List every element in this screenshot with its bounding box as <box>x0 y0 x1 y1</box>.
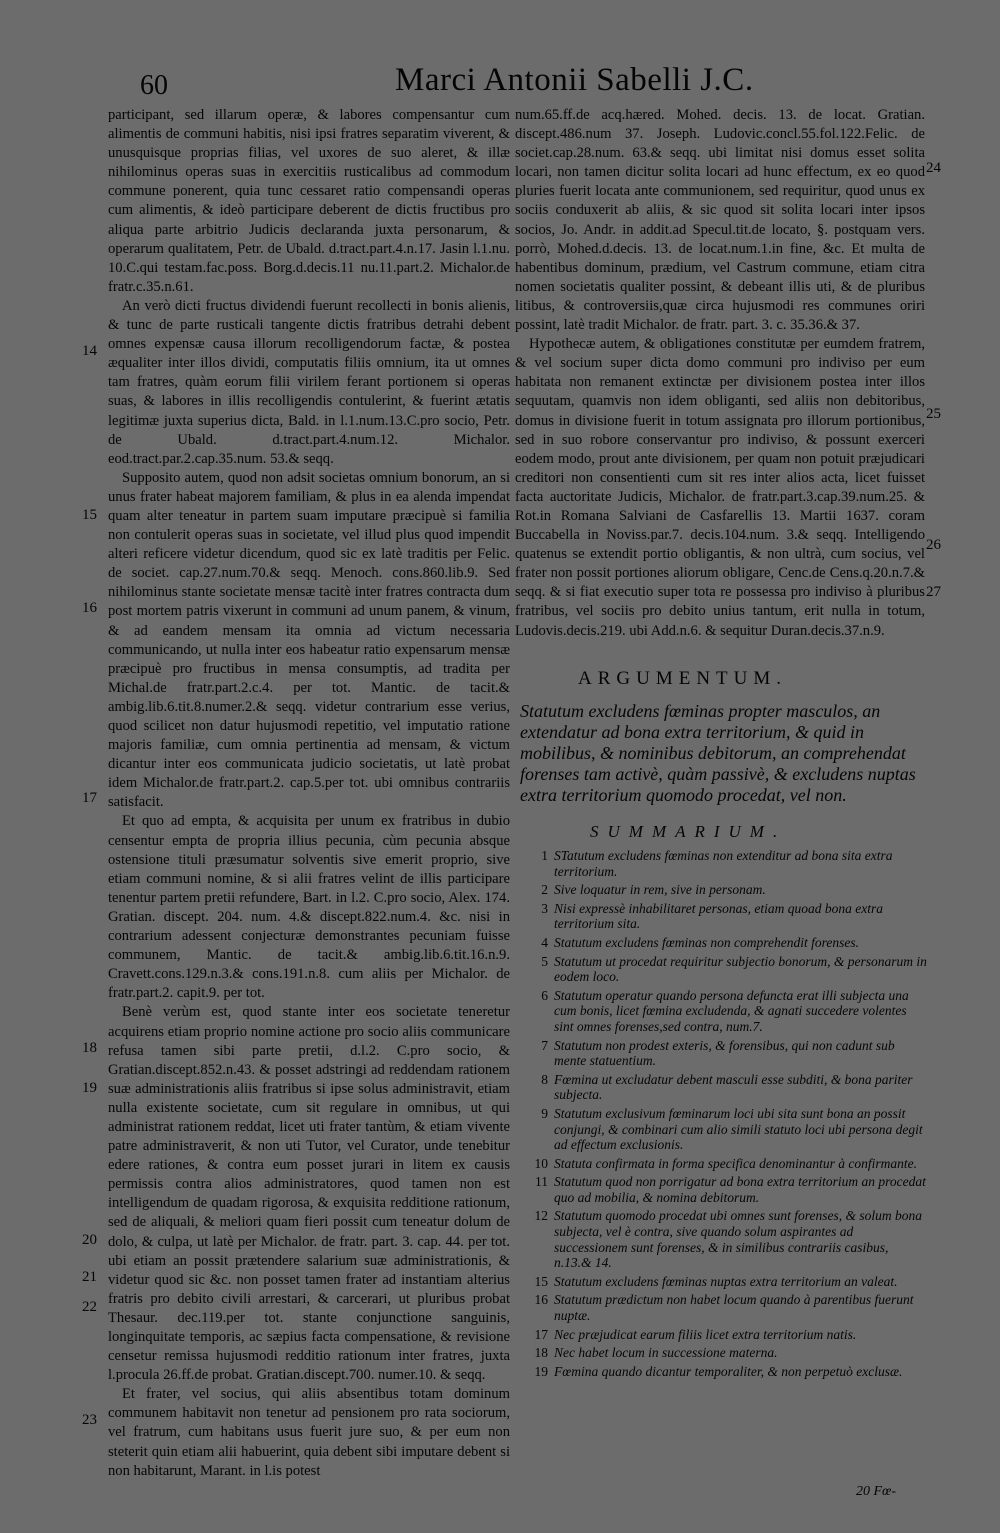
paragraph: participant, sed illarum operæ, & labores compensantur cum alimentis de communi habitis, nisi ipsi fratres separatim viverent, & unusquisque proprias filias, vel uxores de suo aleret, & illæ nihilominus operas suas in exercitiis rusticalibus ad commodum commune ponerent, quia tunc cessaret ratio compensandi operas cum alimentis, & ideò participare deberent de dictis fructibus pro aliqua parte arbitrio Judicis declaranda juxta personarum, & operarum qualitatem, Petr. de Ubald. d.tract.part.4.n.17. Jasin l.1.nu. 10.C.qui testam.fac.poss. Borg.d.decis.11 nu.11.part.2. Michalor.de fratr.c.35.n.61. <box>108 107 510 295</box>
margin-number: 16 <box>82 600 97 616</box>
argumentum-text: Statutum excludens fœminas propter masculos, an extendatur ad bona extra territorium, & quid in mobilibus, & nominibus debitorum, an comprehendat forenses tam activè, quàm passivè, & excludens nuptas extra territorium quomodo procedat, vel non. <box>520 701 916 805</box>
item-number: 19 <box>534 1363 548 1379</box>
item-number: 1 <box>541 848 548 863</box>
left-column <box>108 106 510 1481</box>
argumentum-title: ARGUMENTUM. <box>578 668 788 689</box>
paragraph: num.65.ff.de acq.hæred. Mohed. decis. 13. de locat. Gratian. discept.486.num 37. Joseph. Ludovic.concl.55.fol.122.Felic. de societ.cap.28.num. 63.& seqq. ubi limitat nisi domus esset solita locari, non tamen dicitur solita locari ad hunc effectum, ex eo quod pluries fuerit locata ante communionem, sed requiritur, quod unus ex sociis conduxerit ab aliis, & sic quod sit solita locari inter ipsos socios, Jo. Andr. in addit.ad Specul.tit.de locato, §. postquam vers. porrò, Mohed.d.decis. 13. de locat.num.1.in fine, &c. Et multa de habentibus dominum, prædium, vel Castrum commune, etiam citra nomen societatis qualiter possint, & debeant illis uti, & de pluribus litibus, & controversiis,quæ circa hujusmodi res communes oriri possint, latè tradit Michalor. de fratr. part. 3. c. 35.36.& 37. <box>515 107 925 334</box>
item-number: 9 <box>541 1105 548 1121</box>
margin-number: 20 <box>82 1232 97 1248</box>
item-text: Statutum quod non porrigatur ad bona extra territorium an procedat quo ad mobilia, & nomina debitorum. <box>554 1174 926 1205</box>
item-number: 15 <box>534 1273 548 1289</box>
item-text: Fœmina ut excludatur debent masculi esse subditi, & bona pariter subjecta. <box>554 1071 913 1103</box>
item-number: 18 <box>534 1345 548 1361</box>
paragraph: Hypothecæ autem, & obligationes constitutæ per eumdem fratrem, & vel socium super dicta domo communi pro indiviso per eum habitata non remanent extinctæ per divisionem postea inter illos sequutam, quamvis non idem obliganti, sed aliis non debitoribus, domus in divisione fuerit in totum assignata pro illorum portionibus, sed in suo robore conservantur pro indiviso, & possunt exerceri eodem modo, prout ante divisionem, per quam non potuit præjudicari creditori non consentienti cum sit res inter alios acta, licet fuisset facta auctoritate Judicis, Michalor. de fratr.part.3.cap.39.num.25. & Rot.in Romana Salviani de Casfarellis 13. Martii 1637. coram Buccabella in Noviss.par.7. decis.104.num. 3.& seqq. Intelligendo quatenus se extendit portio obligantis, & non ultrà, cum socius, vel frater non possit portiones aliorum obligare, Cenc.de Cens.q.20.n.7.& seqq. & si fiat executio super tota re possessa pro indiviso à pluribus fratribus, vel sociis pro debito unius tantum, erit nulla in totum, Ludovis.decis.219. ubi Add.n.6. & sequitur Duran.decis.37.n.9. <box>515 336 925 639</box>
item-number: 11 <box>535 1174 548 1190</box>
summarium-title: SUMMARIUM. <box>590 822 787 841</box>
list-item <box>528 1072 928 1103</box>
item-text: STatutum excludens fœminas non extenditur ad bona sita extra territorium. <box>554 848 893 879</box>
list-item <box>528 954 928 985</box>
running-title: Marci Antonii Sabelli J.C. <box>395 62 754 98</box>
list-item <box>528 1274 928 1290</box>
right-column <box>515 106 925 641</box>
item-number: 7 <box>541 1037 548 1053</box>
list-item <box>528 935 928 951</box>
paragraph: Et frater, vel socius, qui aliis absentibus totam dominum communem habitavit non tenetur ad pensionem pro rata sociorum, vel fratrum, cum habitans usus fuerit jure suo, & per eum non steterit quin etiam alii habuerint, quia debent sibi imputare debent si non habitarunt, Marant. in l.is potest <box>108 1386 510 1479</box>
list-item <box>528 882 928 898</box>
item-text: Nec præjudicat earum filiis licet extra territorium natis. <box>554 1326 857 1342</box>
item-number: 4 <box>541 934 548 950</box>
margin-number: 14 <box>82 343 97 359</box>
margin-number: 23 <box>82 1412 97 1428</box>
item-text: Sive loquatur in rem, sive in personam. <box>554 882 766 898</box>
list-item <box>528 1106 928 1153</box>
item-text: Nec habet locum in successione materna. <box>554 1345 778 1361</box>
item-text: Statutum operatur quando persona defuncta erat illi subjecta una cum bonis, licet fœmina excludenda, & agnati succedere volentes sint omnes forenses,sed contra, num.7. <box>554 987 909 1034</box>
list-item <box>528 848 928 879</box>
item-text: Statutum exclusivum fœminarum loci ubi sita sunt bona an possit conjungi, & combinari cum alio simili statuto loci ubi persona degit ad effectum exclusionis. <box>554 1105 923 1153</box>
paragraph: Benè verùm est, quod stante inter eos societate teneretur acquirens etiam proprio nomine actione pro socio aliis communicare refusa tamen sibi parte pretii, d.l.2. C.pro socio, & Gratian.discept.852.n.43. & posset adstringi ad reddendam rationem suæ administrationis aliis fratribus si ipse solus administravit, etiam nulla existente societate, cum sit regulare in omnibus, ut qui administrat rationem reddat, licet uti frater tantùm, & etiam vivente patre administraverit, & non uti Tutor, vel Curator, unde tenebitur edere rationes, & contra eum posset jurari in litem ex causis permissis contra alios administratores, quod tamen non est intelligendum de quadam rigorosa, & exquisita redditione rationum, sed de aliquali, & meliori quam fieri possit cum teneatur dolum de dolo, & culpa, ut latè per Michalor. de fratr. part. 3. cap. 44. per tot. ubi etiam an possit prætendere salarium suæ administrationis, & videtur quod sic &c. non posset tamen frater ad instantiam alterius fratris pro debito civili arrestari, & carcerari, ut pluribus probat Thesaur. dec.119.per tot. stante conjunctione sanguinis, longinquitate temporis, ac sæpius facta compensatione, & revisione censetur remissa hujusmodi redditio rationum inter fratres, juxta l.procula 26.ff.de probat. Gratian.discept.700. numer.10. & seqq. <box>108 1004 510 1384</box>
item-text: Statutum non prodest exteris, & forensibus, qui non cadunt sub mente statuentium. <box>554 1037 895 1069</box>
list-item <box>528 1364 928 1380</box>
list-item <box>528 901 928 932</box>
item-text: Statutum excludens fœminas non comprehendit forenses. <box>554 934 859 950</box>
item-number: 6 <box>541 987 548 1003</box>
item-text: Statutum ut procedat requiritur subjectio bonorum, & personarum in eodem loco. <box>554 953 927 985</box>
item-number: 5 <box>541 953 548 969</box>
list-item <box>528 1174 928 1205</box>
paragraph: An verò dicti fructus dividendi fuerunt recollecti in bonis alienis, & tunc de parte rusticali tangente dictis fratribus detrahi debent omnes expensæ causa illorum recolligendorum factæ, & postea æqualiter inter illos dividi, computatis filiis omnium, ita ut omnes tam fratres, quàm eorum filii virilem ferant portionem si operas suas, & labores in illis recolligendis contulerint, & fuerint ætatis legitimæ juxta superius dicta, Bald. in l.1.num.13.C.pro socio, Petr. de Ubald. d.tract.part.4.num.12. Michalor. eod.tract.par.2.cap.35.num. 53.& seqq. <box>108 297 510 467</box>
margin-number: 19 <box>82 1080 97 1096</box>
item-number: 3 <box>541 900 548 916</box>
item-number: 17 <box>534 1326 548 1342</box>
list-item <box>528 1345 928 1361</box>
margin-number: 27 <box>926 584 941 600</box>
item-number: 12 <box>534 1208 548 1224</box>
item-text: Nisi expressè inhabilitaret personas, etiam quoad bona extra territorium sita. <box>554 900 883 932</box>
item-number: 10 <box>534 1155 548 1171</box>
item-text: Statutum excludens fœminas nuptas extra territorium an valeat. <box>554 1273 898 1289</box>
list-item <box>528 1038 928 1069</box>
list-item <box>528 988 928 1035</box>
margin-number: 18 <box>82 1040 97 1056</box>
margin-number: 26 <box>926 537 941 553</box>
paragraph: Supposito autem, quod non adsit societas omnium bonorum, an si unus frater habeat majorem familiam, & plus in ea alenda impendat quam alter teneatur in partem suam imputare præcipuè si familia non contulerit operas suas in societate, vel illud plus quod impendit alteri reficere videtur dicendum, quod sic ex latè traditis per Felic. de societ. cap.27.num.70.& seqq. Menoch. cons.860.lib.9. Sed nihilominus stante societate mensæ tacitè inter fratres contracta dum post mortem patris vixerunt in communi ad unum panem, & vinum, & ad eandem mensam ita omnia ad victum necessaria communicando, ut nulla inter eos habeatur ratio expensarum mensæ præcipuè pro fructibus in mensa consumptis, ad tradita per Michal.de fratr.part.2.c.4. per tot. Mantic. de tacit.& ambig.lib.6.tit.8.numer.2.& seqq. videtur contrarium esse verius, quod scilicet non datur hujusmodi repetitio, vel imputatio ratione majoris familiæ, cum omnia pertinentia ad mensam, & victum dicantur inter eos communicata judicio societatis, ut latè probat idem Michalor.de fratr.part.2. cap.5.per tot. ubi omnibus contrariis satisfacit. <box>108 469 510 811</box>
item-number: 2 <box>541 882 548 898</box>
margin-number: 15 <box>82 507 97 523</box>
margin-number: 17 <box>82 790 97 806</box>
list-item <box>528 1292 928 1323</box>
item-number: 16 <box>534 1292 548 1308</box>
margin-number: 21 <box>82 1269 97 1285</box>
catchword: 20 Fœ- <box>856 1484 897 1499</box>
page-number: 60 <box>140 70 168 101</box>
item-text: Statutum prædictum non habet locum quando à parentibus fuerunt nuptæ. <box>554 1292 914 1324</box>
margin-number: 24 <box>926 160 941 176</box>
list-item <box>528 1156 928 1172</box>
list-item <box>528 1208 928 1270</box>
summarium-list <box>528 848 928 1382</box>
item-text: Statuta confirmata in forma specifica denominantur à confirmante. <box>554 1155 917 1171</box>
item-number: 8 <box>541 1071 548 1087</box>
item-text: Statutum quomodo procedat ubi omnes sunt forenses, & solum bona subjecta, vel è contra, sive quando solum aspirantes ad successionem sunt forenses, & in similibus contrariis casibus, n.13.& 14. <box>554 1208 922 1271</box>
item-text: Fœmina quando dicantur temporaliter, & non perpetuò exclusæ. <box>554 1363 903 1379</box>
paragraph: Et quo ad empta, & acquisita per unum ex fratribus in dubio censentur empta de propria illius pecunia, cùm pecunia absque ostensione tituli præsumatur solventis sive emerit proprio, sive etiam communi nomine, & si alii fratres velint de illis participare tenentur partem pretii refundere, Bart. in l.2. C.pro socio, Alex. 174. Gratian. discept. 204. num. 4.& discept.822.num.4. &c. nisi in contrarium adessent conjecturæ demonstrantes pecuniam fuisse communem, Mantic. de tacit.& ambig.lib.6.tit.16.n.9. Cravett.cons.129.n.3.& cons.191.n.8. cum aliis per Michalor. de fratr.part.2. capit.9. per tot. <box>108 813 510 1002</box>
list-item <box>528 1327 928 1343</box>
margin-number: 25 <box>926 406 941 422</box>
margin-number: 22 <box>82 1299 97 1315</box>
